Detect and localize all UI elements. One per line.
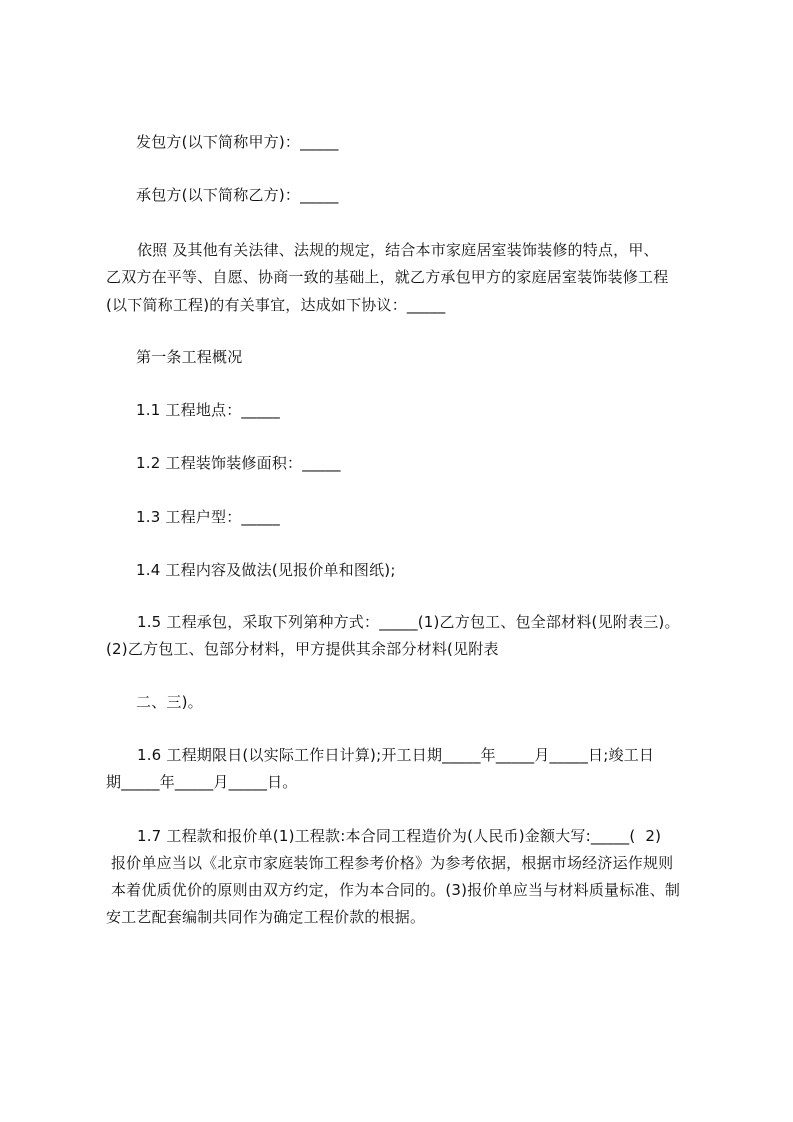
clause-1-5-line-1: 1.5 工程承包，采取下列第种方式：_____(1)乙方包工、包全部材料(见附表三)。 — [132, 613, 680, 631]
preamble-line-3: (以下简称工程)的有关事宜，达成如下协议：_____ — [106, 296, 446, 314]
clause-1-6-line-2: 期_____年_____月_____日。 — [106, 773, 298, 791]
clause-1-3: 1.3 工程户型：_____ — [136, 508, 280, 526]
clause-1-7-line-1: 1.7 工程款和报价单(1)工程款:本合同工程造价为(人民币)金额大写:_____( 2) — [132, 827, 662, 845]
clause-1-7-line-4: 安工艺配套编制共同作为确定工程价款的根据。 — [106, 908, 426, 926]
contractor-line: 承包方(以下简称乙方)：_____ — [136, 186, 339, 204]
preamble-line-2: 乙双方在平等、自愿、协商一致的基础上，就乙方承包甲方的家庭居室装饰装修工程 — [106, 268, 669, 286]
preamble-line-1: 依照 及其他有关法律、法规的规定，结合本市家庭居室装饰装修的特点，甲、 — [132, 241, 659, 259]
clause-1-6-line-1: 1.6 工程期限日(以实际工作日计算);开工日期_____年_____月_____日;竣工日 — [132, 746, 655, 764]
clause-1-5-line-2: (2)乙方包工、包部分材料，甲方提供其余部分材料(见附表 — [106, 640, 499, 658]
employer-line: 发包方(以下简称甲方)：_____ — [136, 133, 339, 151]
clause-1-7-line-3: 本着优质优价的原则由双方约定，作为本合同的。(3)报价单应当与材料质量标准、制 — [106, 881, 681, 899]
clause-1-5-line-3: 二、三)。 — [136, 693, 203, 711]
clause-1-4: 1.4 工程内容及做法(见报价单和图纸); — [136, 561, 396, 579]
clause-1-7-line-2: 报价单应当以《北京市家庭装饰工程参考价格》为参考依据，根据市场经济运作规则 — [106, 854, 674, 872]
clause-1-1: 1.1 工程地点：_____ — [136, 401, 280, 419]
clause-1-2: 1.2 工程装饰装修面积：_____ — [136, 454, 341, 472]
section-heading: 第一条工程概况 — [136, 348, 243, 366]
